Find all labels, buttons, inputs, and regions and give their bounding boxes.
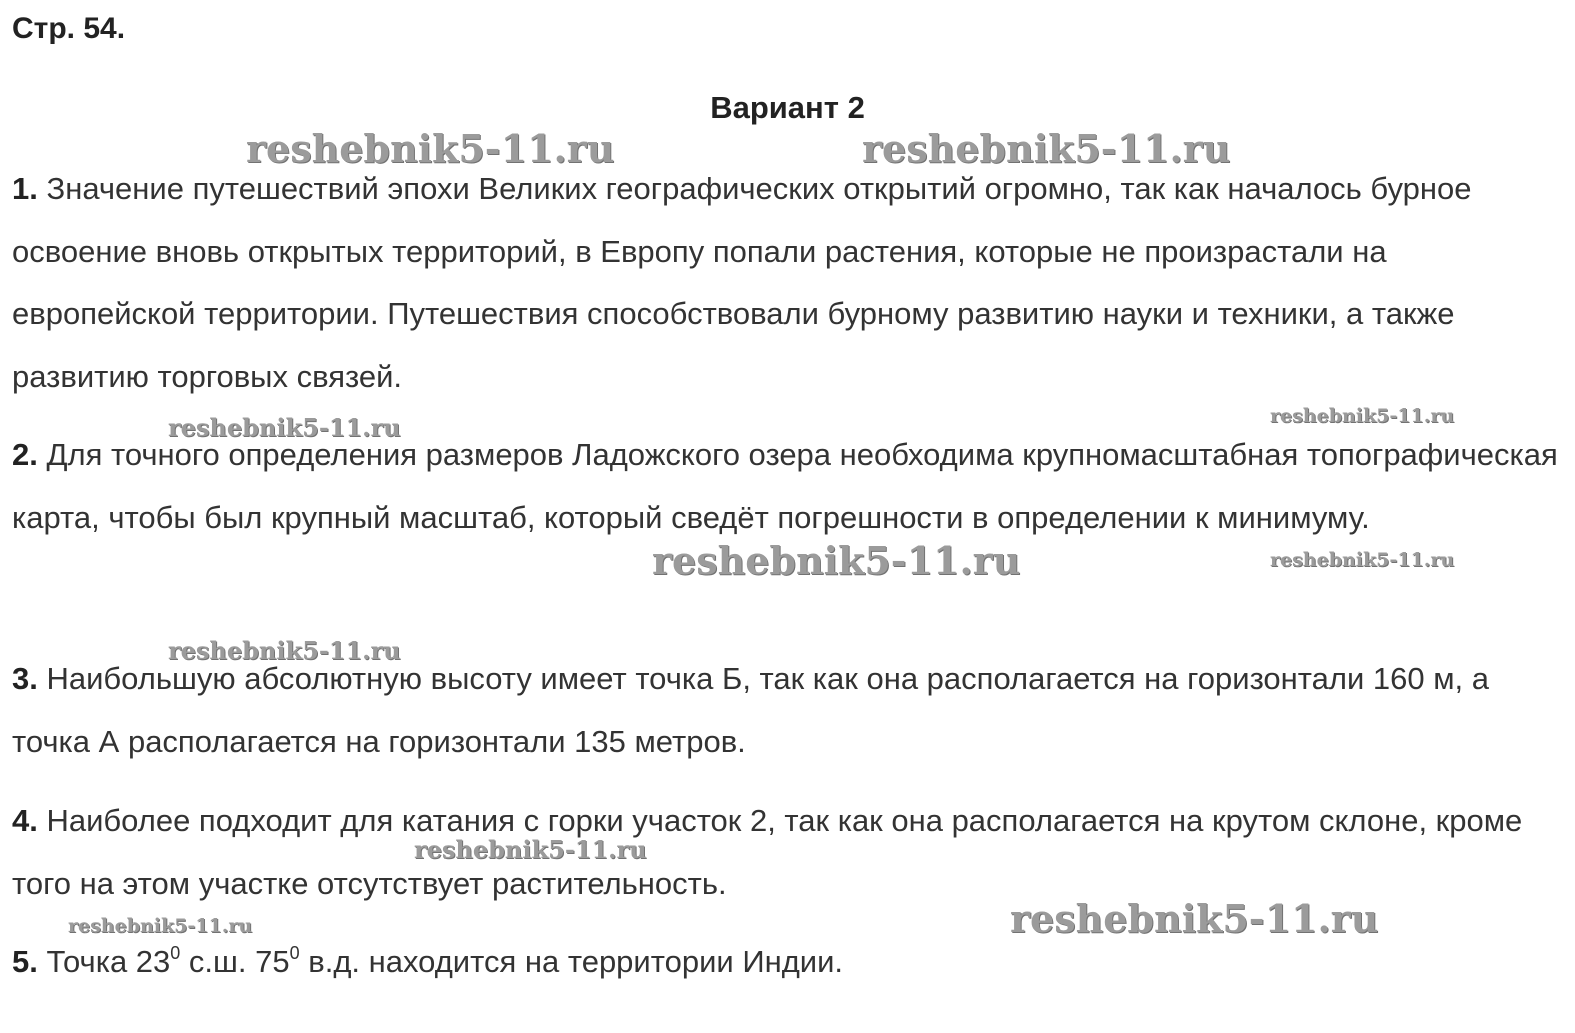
answer-number: 4. bbox=[12, 803, 38, 838]
answer-number: 2. bbox=[12, 437, 38, 472]
answer-2 bbox=[12, 424, 1567, 549]
watermark: reshebnik5-11.ru bbox=[1010, 896, 1379, 941]
watermark: reshebnik5-11.ru bbox=[652, 538, 1021, 583]
watermark: reshebnik5-11.ru bbox=[1270, 405, 1455, 427]
answer-text: Значение путешествий эпохи Великих географических открытий огромно, так как началось бурное освоение вновь открытых территорий, в Европу попали растения, которые не произрастали на европейской территории. Путешествия способствовали бурному развитию науки и техники, а также развитию торговых связей. bbox=[12, 171, 1472, 394]
variant-title: Вариант 2 bbox=[710, 90, 865, 125]
watermark: reshebnik5-11.ru bbox=[168, 636, 401, 665]
answer-number: 1. bbox=[12, 171, 38, 206]
answer-number: 5. bbox=[12, 944, 38, 979]
watermark: reshebnik5-11.ru bbox=[168, 413, 401, 442]
watermark: reshebnik5-11.ru bbox=[246, 126, 615, 171]
watermark: reshebnik5-11.ru bbox=[414, 835, 647, 864]
answer-text: Точка $23^0$ с.ш. $75^0$ в.д. находится на территории Индии. bbox=[46, 942, 844, 979]
answer-number: 3. bbox=[12, 661, 38, 696]
answer-text: Наиболее подходит для катания с горки участок 2, так как она располагается на крутом склоне, кроме того на этом участке отсутствует растительность. bbox=[12, 803, 1523, 901]
answer-3 bbox=[12, 648, 1567, 773]
watermark: reshebnik5-11.ru bbox=[1270, 549, 1455, 571]
answer-4 bbox=[12, 790, 1567, 915]
answer-text: Для точного определения размеров Ладожского озера необходима крупномасштабная топографическая карта, чтобы был крупный масштаб, который сведёт погрешности в определении к минимуму. bbox=[12, 437, 1558, 535]
answer-text: Наибольшую абсолютную высоту имеет точка Б, так как она располагается на горизонтали 160 м, а точка А располагается на горизонтали 135 метров. bbox=[12, 661, 1490, 759]
page-number: Стр. 54. bbox=[12, 12, 126, 45]
watermark: reshebnik5-11.ru bbox=[68, 915, 253, 937]
answer-1 bbox=[12, 158, 1567, 408]
answer-5 bbox=[12, 931, 1567, 994]
watermark: reshebnik5-11.ru bbox=[862, 126, 1231, 171]
